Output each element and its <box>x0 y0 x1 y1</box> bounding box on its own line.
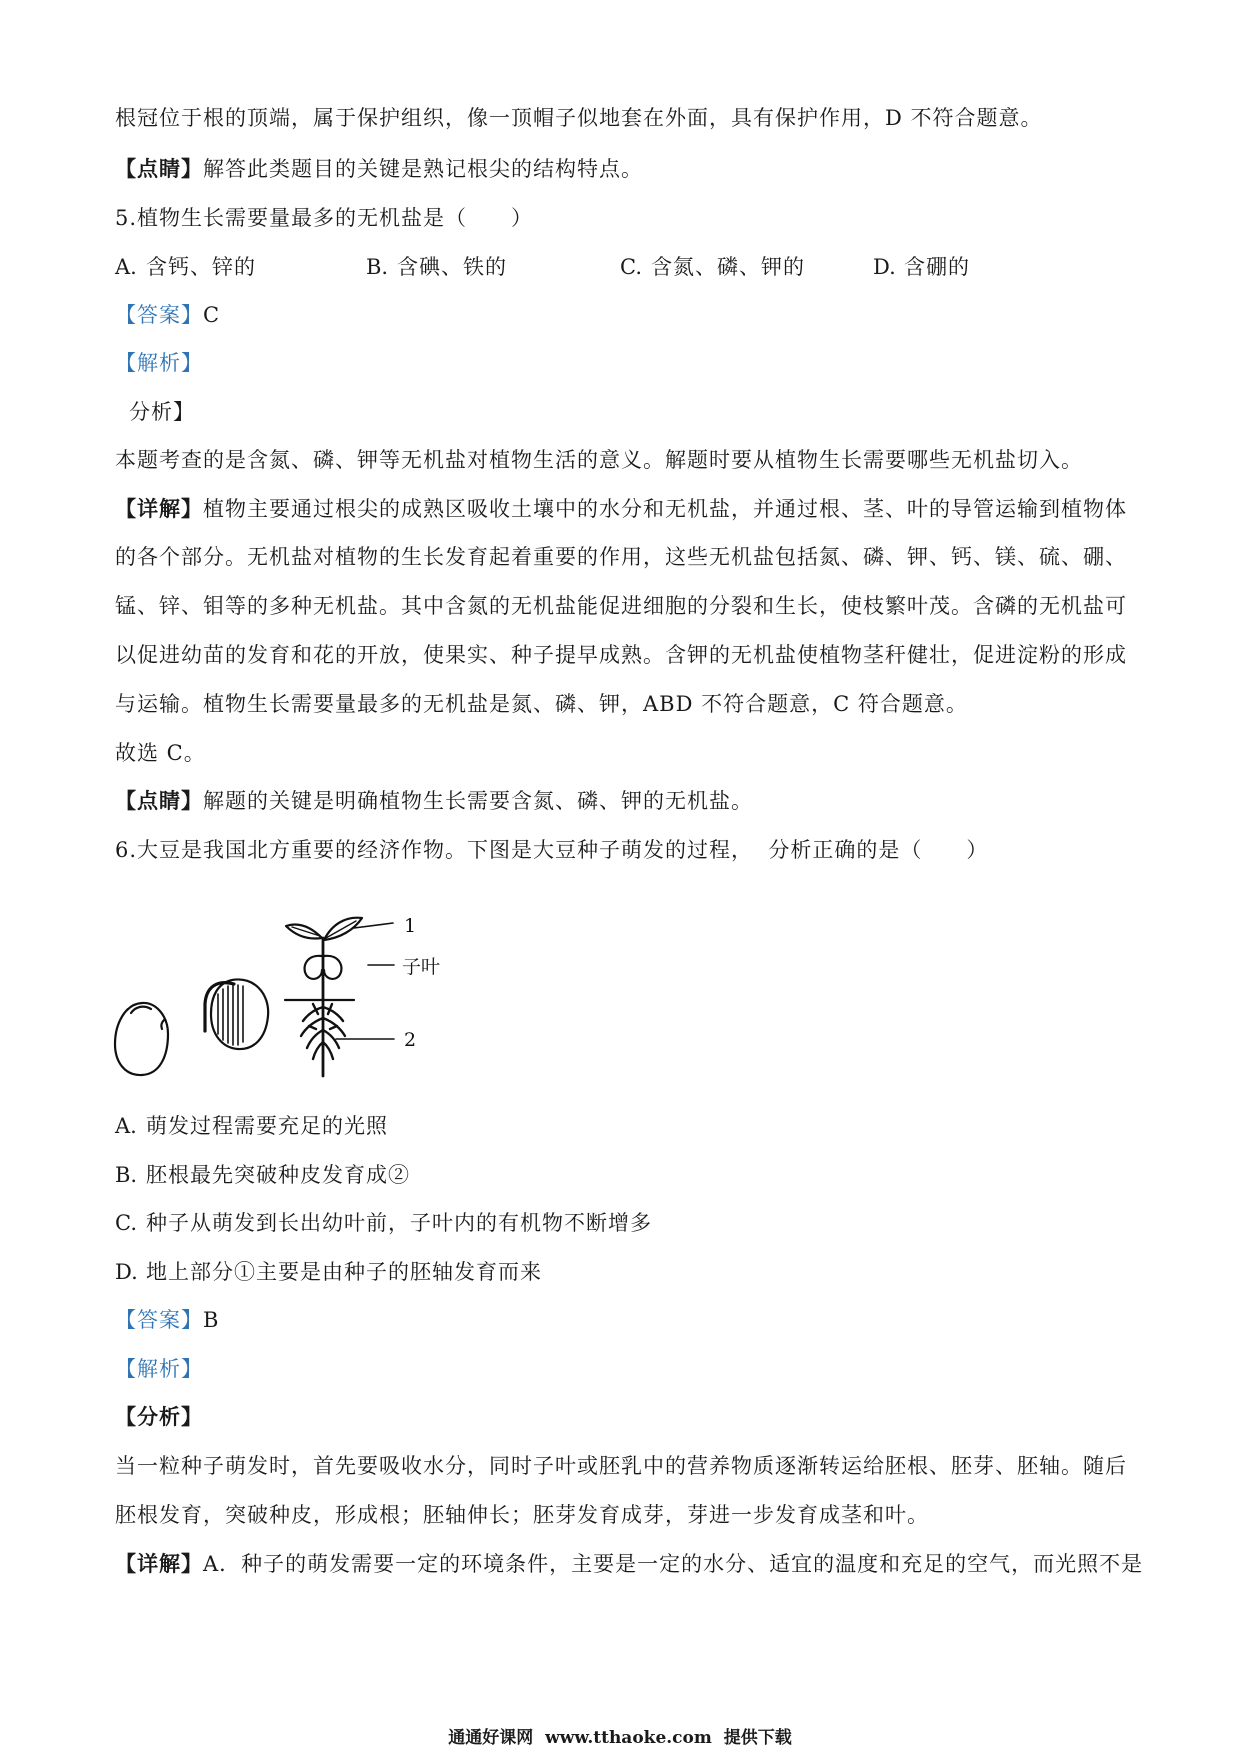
detail-text: 锰、锌、钼等的多种无机盐。其中含氮的无机盐能促进细胞的分裂和生长，使枝繁叶茂。含磷的无机盐可 <box>115 594 1127 618</box>
q5-stem-text: 5.植物生长需要量最多的无机盐是（ ） <box>115 206 534 230</box>
analysis-text: 当一粒种子萌发时，首先要吸收水分，同时子叶或胚乳中的营养物质逐渐转运给胚根、胚芽、胚轴。随后 <box>115 1454 1127 1478</box>
option-letter: C. <box>620 255 642 279</box>
detail-label: 【详解】 <box>115 496 203 521</box>
option-text: 含钙、锌的 <box>146 255 256 279</box>
option-letter: C. <box>115 1211 137 1235</box>
detail-text: 的各个部分。无机盐对植物的生长发育起着重要的作用，这些无机盐包括氮、磷、钾、钙、镁、硫、硼、 <box>115 545 1127 569</box>
q5-detail-line-2 <box>115 543 1127 571</box>
option-text: 胚根最先突破种皮发育成② <box>146 1163 410 1187</box>
q6-analysis-line-1 <box>115 1452 1127 1480</box>
q6-analysis-line-2 <box>115 1501 929 1529</box>
analysis-text: 本题考查的是含氮、磷、钾等无机盐对植物生活的意义。解题时要从植物生长需要哪些无机盐切入。 <box>115 448 1083 472</box>
q6-detail-line-1 <box>115 1550 1143 1578</box>
q6-option-b <box>115 1161 410 1189</box>
previous-key-point <box>115 155 643 183</box>
q6-option-a <box>115 1112 388 1140</box>
q5-stem <box>115 204 533 232</box>
option-letter: B. <box>366 255 389 279</box>
key-point-label: 【点睛】 <box>115 156 203 181</box>
q6-option-d <box>115 1258 542 1286</box>
q5-answer <box>115 301 220 329</box>
seed-germination-figure <box>110 908 460 1086</box>
analysis-text: 胚根发育，突破种皮，形成根；胚轴伸长；胚芽发育成芽，芽进一步发育成茎和叶。 <box>115 1503 929 1527</box>
q5-detail-line-4 <box>115 641 1127 669</box>
detail-label: 【详解】 <box>115 1551 203 1576</box>
q5-option-d <box>873 253 970 281</box>
option-text: 地上部分①主要是由种子的胚轴发育而来 <box>146 1260 542 1284</box>
detail-text: 与运输。植物生长需要量最多的无机盐是氮、磷、钾，ABD 不符合题意，C 符合题意。 <box>115 692 968 716</box>
q5-detail-line-3 <box>115 592 1127 620</box>
q5-key-point <box>115 787 753 815</box>
q5-detail-line-1 <box>115 495 1127 523</box>
answer-label: 【答案】 <box>115 303 203 327</box>
figure-label-2: 2 <box>404 1029 417 1051</box>
detail-text: 植物主要通过根尖的成熟区吸收土壤中的水分和无机盐，并通过根、茎、叶的导管运输到植物体 <box>203 497 1127 521</box>
q5-explanation-heading <box>115 349 203 377</box>
q6-explanation-heading <box>115 1355 203 1383</box>
detail-text: A．种子的萌发需要一定的环境条件，主要是一定的水分、适宜的温度和充足的空气，而光照不是 <box>203 1552 1144 1576</box>
detail-text: 以促进幼苗的发育和花的开放，使果实、种子提早成熟。含钾的无机盐使植物茎秆健壮，促进淀粉的形成 <box>115 643 1127 667</box>
answer-value: B <box>203 1308 220 1332</box>
cotyledon-right <box>324 956 341 979</box>
q6-stem-text: 6.大豆是我国北方重要的经济作物。下图是大豆种子萌发的过程， 分析正确的是（ ） <box>115 838 989 862</box>
previous-detail-text: 根冠位于根的顶端，属于保护组织，像一顶帽子似地套在外面，具有保护作用，D 不符合题意。 <box>115 106 1043 130</box>
previous-detail-tail <box>115 104 1043 132</box>
q5-detail-line-5 <box>115 690 968 718</box>
page-footer: 通通好课网 www.tthaoke.com 提供下载 <box>448 1728 792 1748</box>
radicle-hook <box>205 983 234 1031</box>
key-point-label: 【点睛】 <box>115 788 203 813</box>
label-1-leader <box>354 923 393 928</box>
cotyledon-left <box>305 956 322 979</box>
q6-option-c <box>115 1209 652 1237</box>
analysis-label: 【分析】 <box>115 1404 203 1429</box>
seedling <box>285 918 394 1076</box>
option-letter: B. <box>115 1163 138 1187</box>
q5-analysis-text <box>115 446 1083 474</box>
q5-option-c <box>620 253 805 281</box>
figure-label-1: 1 <box>404 915 417 937</box>
q5-options <box>0 253 1240 281</box>
q5-option-a <box>115 253 256 281</box>
germinating-seed-outline <box>211 979 268 1049</box>
option-letter: A. <box>115 1114 137 1138</box>
option-letter: D. <box>115 1260 138 1284</box>
answer-label: 【答案】 <box>115 1308 203 1332</box>
option-text: 含碘、铁的 <box>397 255 507 279</box>
option-text: 种子从萌发到长出幼叶前，子叶内的有机物不断增多 <box>146 1211 652 1235</box>
explanation-label: 【解析】 <box>115 1357 203 1381</box>
dry-seed-outline <box>115 1003 168 1075</box>
option-text: 萌发过程需要充足的光照 <box>146 1114 388 1138</box>
dry-seed <box>115 1003 168 1075</box>
q6-stem <box>115 836 988 864</box>
embryo-hatching <box>218 985 243 1045</box>
q5-option-b <box>366 253 507 281</box>
explanation-label: 【解析】 <box>115 351 203 375</box>
key-point-text: 解题的关键是明确植物生长需要含氮、磷、钾的无机盐。 <box>203 789 753 813</box>
q5-analysis-heading <box>129 398 195 426</box>
germinating-seed <box>205 979 268 1049</box>
conclusion-text: 故选 C。 <box>115 741 206 765</box>
option-text: 含氮、磷、钾的 <box>651 255 805 279</box>
option-text: 含硼的 <box>904 255 970 279</box>
figure-label-cotyledon: 子叶 <box>402 956 441 978</box>
q5-conclusion <box>115 739 206 767</box>
dry-seed-mark <box>161 1020 164 1029</box>
option-letter: D. <box>873 255 896 279</box>
analysis-label: 分析】 <box>129 400 195 424</box>
answer-value: C <box>203 303 221 327</box>
seed-germination-diagram <box>110 908 460 1086</box>
option-letter: A. <box>115 255 137 279</box>
q6-answer <box>115 1306 219 1334</box>
dry-seed-hilum <box>131 1007 151 1013</box>
q6-analysis-heading <box>115 1403 203 1431</box>
key-point-text: 解答此类题目的关键是熟记根尖的结构特点。 <box>203 157 643 181</box>
